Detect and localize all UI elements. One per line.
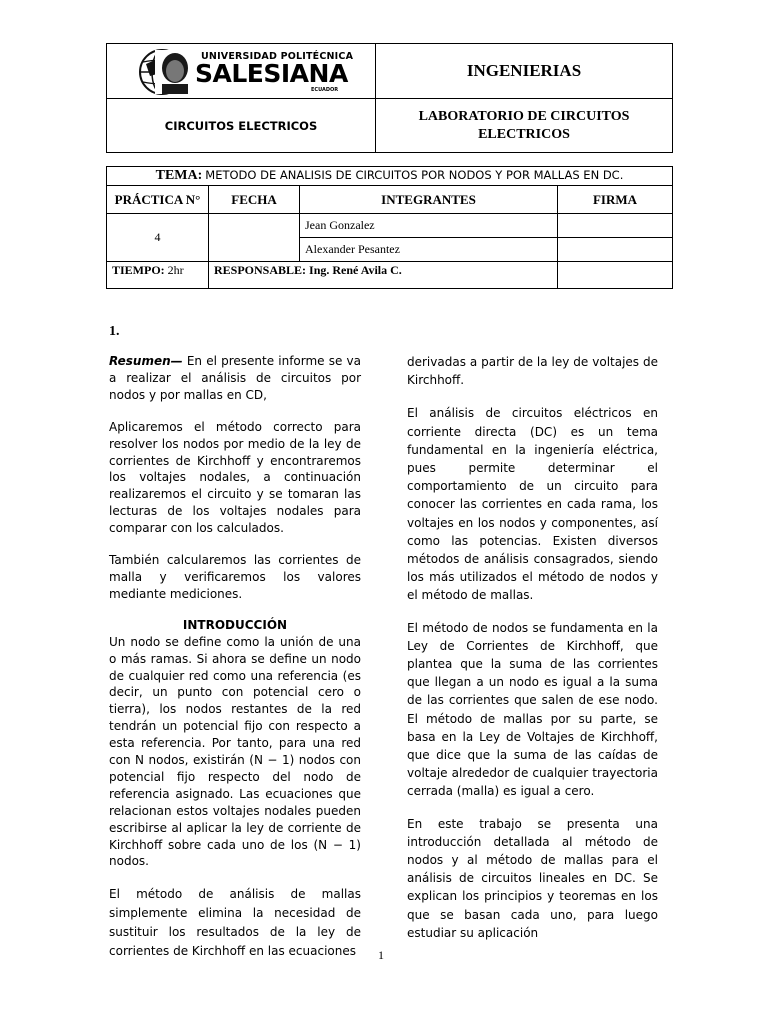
left-paragraph-3: También calcularemos las corrientes de malla y verificaremos los valores mediante mediciones.: [109, 553, 361, 601]
lab-title-text: LABORATORIO DE CIRCUITOS ELECTRICOS: [418, 108, 630, 142]
right-column: [407, 353, 658, 942]
page-number: 1: [378, 948, 384, 962]
tema-label: TEMA:: [155, 168, 203, 183]
intro-paragraph-2: El método de análisis de mallas simplemente elimina la necesidad de sustituir los resultados de la ley de corrientes de Kirchhoff en las ecuaciones: [109, 887, 361, 959]
right-paragraph-1: derivadas a partir de la ley de voltajes de Kirchhoff.: [407, 355, 658, 388]
portrait-icon: [155, 50, 195, 94]
col-fecha: FECHA: [209, 186, 300, 214]
tiempo-label: TIEMPO:: [112, 263, 165, 277]
tema-value: METODO DE ANALISIS DE CIRCUITOS POR NODOS Y POR MALLAS EN DC.: [205, 168, 624, 182]
resumen-paragraph: [109, 353, 361, 404]
logo-line2: SALESIANA: [195, 59, 348, 88]
area-title: INGENIERIAS: [376, 44, 673, 99]
integrante-2: Alexander Pesantez: [300, 238, 558, 262]
integrante-1: Jean Gonzalez: [300, 214, 558, 238]
col-firma: FIRMA: [558, 186, 673, 214]
col-practica: PRÁCTICA N°: [107, 186, 209, 214]
university-logo: [107, 44, 375, 98]
section-number: 1.: [109, 324, 120, 339]
right-paragraph-3: El método de nodos se fundamenta en la Ley de Corrientes de Kirchhoff, que plantea que la suma de las corrientes que llegan a un nodo es igual a la suma de las corrientes que salen de ese nodo. El método de mallas por su parte, se basa en la Ley de Voltajes de Kirchhoff, que dice que la suma de las caídas de voltaje alrededor de cualquier trayectoria cerrada (malla) es igual a cero.: [407, 620, 658, 799]
intro-paragraph-1: Un nodo se define como la unión de una o más ramas. Si ahora se define un nodo de cualquier red como una referencia (es decir, un punto con potencial cero o tierra), los nodos restantes de la red tendrán un potencial fijo con respecto a esta referencia. Por tanto, para una red con N nodos, existirán (N − 1) nodos con potencial fijo respecto del nodo de referencia asignado. Las ecuaciones que relacionan estos voltajes nodales pueden escribirse al aplicar la ley de corriente de Kirchhoff sobre cada uno de los (N − 1) nodos.: [109, 634, 361, 869]
logo-line1: UNIVERSIDAD POLITÉCNICA: [201, 51, 354, 62]
firma-1: [558, 214, 673, 238]
empty-cell: [558, 262, 673, 289]
intro-heading: INTRODUCCIÓN: [182, 617, 288, 632]
logo-line3: ECUADOR: [311, 87, 339, 93]
practica-number: 4: [107, 214, 209, 262]
firma-2: [558, 238, 673, 262]
responsable: RESPONSABLE: Ing. René Avila C.: [209, 262, 558, 289]
tiempo-value: 2hr: [167, 263, 184, 277]
left-column: [109, 353, 361, 961]
resumen-label: Resumen—: [109, 354, 183, 368]
tema-row: [107, 167, 673, 186]
lab-title: [376, 99, 673, 153]
fecha-value: [209, 214, 300, 262]
right-paragraph-2: El análisis de circuitos eléctricos en corriente directa (DC) es un tema fundamental en la ingeniería eléctrica, pues permite determinar el comportamiento de un circuito para conocer las corrientes en cada rama, los voltajes en los nodos y componentes, así como las potencias. Existen diversos métodos de análisis consagrados, siendo los más utilizados el método de nodos y el método de mallas.: [407, 406, 658, 603]
info-table: [106, 166, 673, 289]
header-table: [106, 43, 673, 153]
right-paragraph-4: En este trabajo se presenta una introducción detallada al método de nodos y al método de mallas para el análisis de circuitos lineales en DC. Se explican los principios y teoremas en los que se basan cada uno, para luego estudiar su aplicación: [407, 816, 658, 940]
logo-cell: [107, 44, 376, 99]
resumen-text: En el presente informe se va a realizar el análisis de circuitos por nodos y por mallas en CD,: [109, 354, 361, 402]
col-integrantes: INTEGRANTES: [300, 186, 558, 214]
left-paragraph-2: Aplicaremos el método correcto para resolver los nodos por medio de la ley de corrientes de Kirchhoff y encontraremos los voltajes nodales, a continuación realizaremos el circuito y se tomaran las lecturas de los voltajes nodales para comparar con los calculados.: [109, 419, 361, 536]
tiempo-cell: [107, 262, 209, 289]
course-name: CIRCUITOS ELECTRICOS: [107, 99, 376, 153]
